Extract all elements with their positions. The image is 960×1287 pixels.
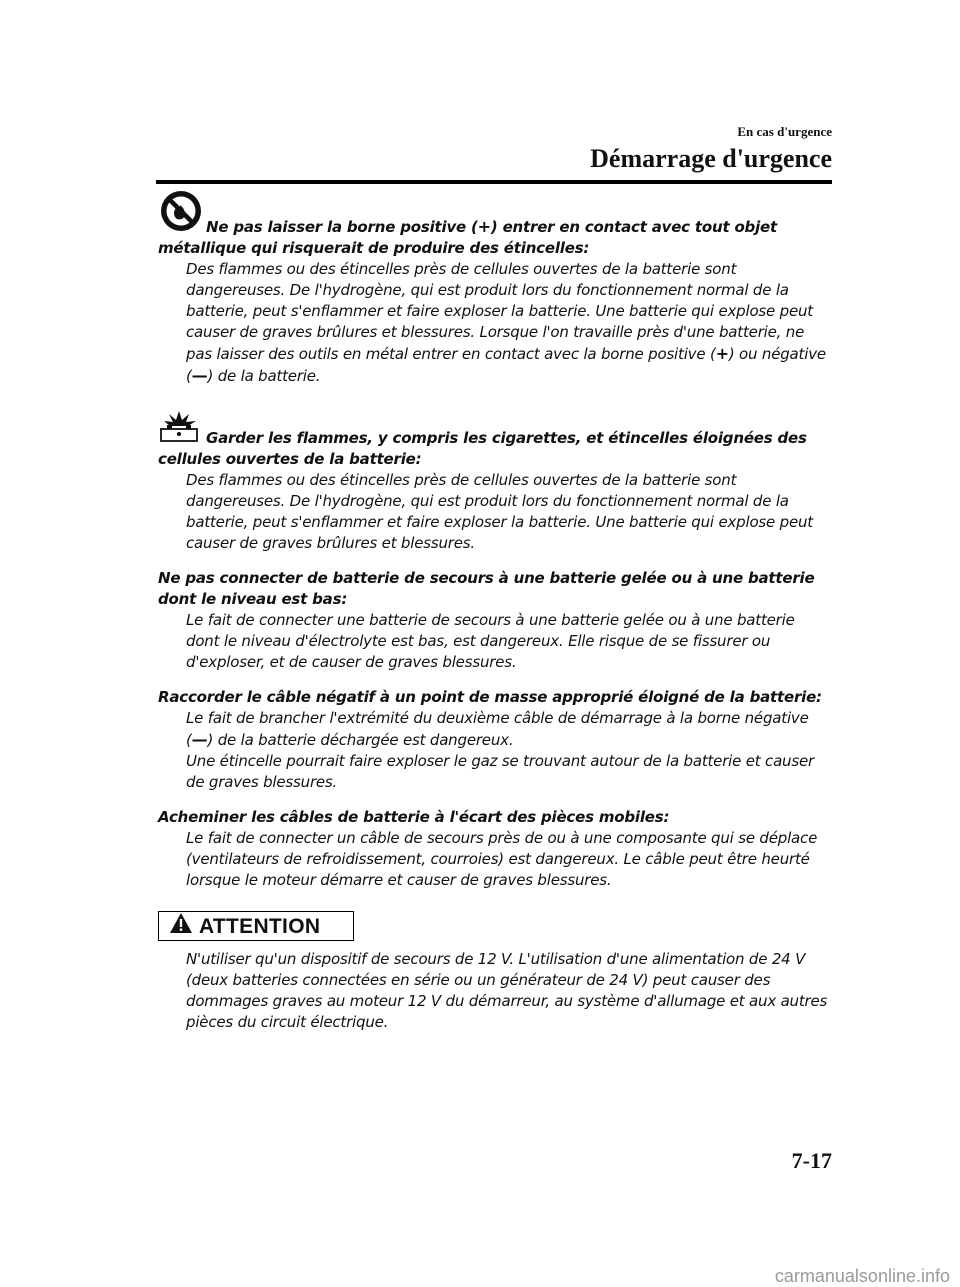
warning-block <box>158 409 832 554</box>
warning-block <box>158 568 832 673</box>
chapter-title: Démarrage d'urgence <box>590 144 832 173</box>
warning-body: Le fait de connecter une batterie de secours à une batterie gelée ou à une batterie dont le niveau d'électrolyte est bas, est dangereux. Elle risque de se fissurer ou d'exploser, et de causer de graves blessures. <box>186 611 795 671</box>
warning-body-line: (—) de la batterie déchargée est dangereux. <box>186 730 514 749</box>
attention-body: N'utiliser qu'un dispositif de secours de 12 V. L'utilisation d'une alimentation de 24 V (deux batteries connectées en série ou un générateur de 24 V) peut causer des dommages graves au moteur 12 V du démarreur, au système d'allumage et aux autres pièces du circuit électrique. <box>186 950 828 1031</box>
warning-title: Raccorder le câble négatif à un point de masse approprié éloigné de la batterie: <box>158 688 822 706</box>
minus-symbol: — <box>191 730 208 749</box>
warning-body-line: Une étincelle pourrait faire exploser le gaz se trouvant autour de la batterie et causer de graves blessures. <box>186 752 814 791</box>
warning-triangle-icon <box>169 912 193 940</box>
page-header <box>590 124 832 175</box>
warning-body <box>158 708 832 793</box>
warning-title-text-before: Ne pas laisser la borne positive ( <box>206 218 478 236</box>
warning-title: Acheminer les câbles de batterie à l'écart des pièces mobiles: <box>158 808 670 826</box>
plus-symbol: + <box>477 217 491 236</box>
warning-block <box>158 807 832 891</box>
warning-body-text: ) de la batterie. <box>207 367 321 385</box>
warning-body-text: ) de la batterie déchargée est dangereux. <box>207 731 514 749</box>
warning-title <box>158 409 832 470</box>
warning-title-text: Garder les flammes, y compris les cigarettes, et étincelles éloignées des cellules ouvertes de la batterie: <box>158 429 807 468</box>
warning-title <box>158 190 832 259</box>
warning-body: Le fait de connecter un câble de secours près de ou à une composante qui se déplace (ventilateurs de refroidissement, courroies) est dangereux. Le câble peut être heurté lorsque le moteur démarre et causer de graves blessures. <box>186 829 818 889</box>
warning-block <box>158 190 832 387</box>
watermark: carmanualsonline.info <box>774 1266 950 1286</box>
header-rule <box>156 180 832 184</box>
plus-symbol: + <box>715 344 729 363</box>
no-flame-icon <box>158 190 204 238</box>
warning-block <box>158 687 832 793</box>
page-number: 7-17 <box>791 1148 832 1173</box>
warning-body-text: ) ou négative ( <box>186 345 826 385</box>
attention-box <box>158 911 354 941</box>
page-content <box>158 190 832 1033</box>
explosion-icon <box>158 409 204 449</box>
attention-label: ATTENTION <box>199 914 321 938</box>
minus-symbol: — <box>191 366 208 385</box>
warning-title: Ne pas connecter de batterie de secours à une batterie gelée ou à une batterie dont le niveau est bas: <box>158 569 815 608</box>
section-label: En cas d'urgence <box>737 124 832 139</box>
warning-body-line: Le fait de brancher l'extrémité du deuxième câble de démarrage à la borne négative <box>186 709 809 727</box>
warning-body <box>158 259 832 387</box>
warning-body: Des flammes ou des étincelles près de cellules ouvertes de la batterie sont dangereuses. De l'hydrogène, qui est produit lors du fonctionnement normal de la batterie, peut s'enflammer et faire exploser la batterie. Une batterie qui explose peut causer de graves brûlures et blessures. <box>186 471 813 552</box>
warning-body-text: Des flammes ou des étincelles près de cellules ouvertes de la batterie sont dangereuses. De l'hydrogène, qui est produit lors du fonctionnement normal de la batterie, peut s'enflammer et faire exploser la batterie. Une batterie qui explose peut causer de graves brûlures et blessures. Lorsque l'on travaille près d'une batterie, ne pas laisser des outils en métal entrer en contact avec la borne positive ( <box>186 260 813 363</box>
warning-title-text-after: ) entrer en contact avec tout objet métallique qui risquerait de produire des étincelles: <box>158 218 777 257</box>
